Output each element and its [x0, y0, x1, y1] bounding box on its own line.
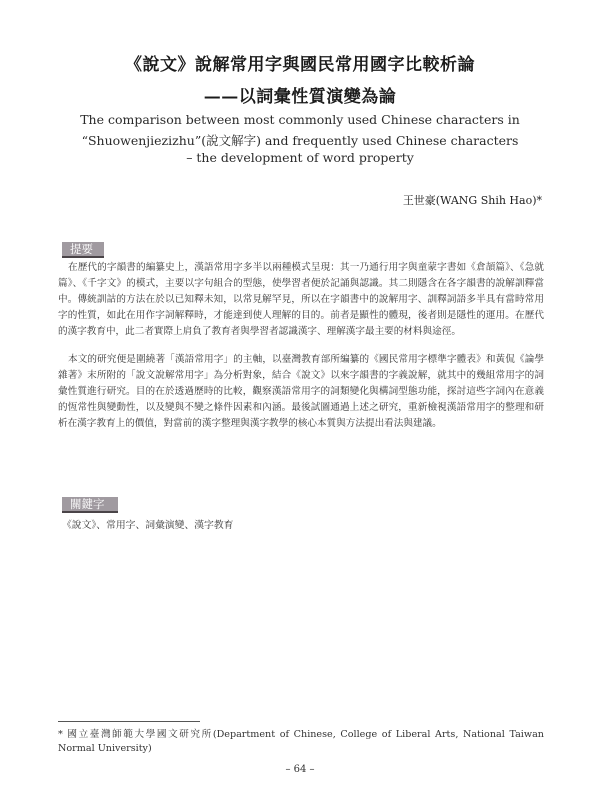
title-chinese-line2: ——以詞彙性質演變為論 [203, 87, 397, 107]
title-english-line2: “Shuowenjiezizhu”(說文解字) and frequently used Chinese characters [81, 133, 519, 148]
keywords-heading: 關鍵字 [62, 497, 118, 513]
keywords-list: 《說文》、常用字、詞彙演變、漢字教育 [62, 520, 234, 531]
author-name: 王世豪(WANG Shih Hao)* [402, 194, 542, 207]
title-chinese-line1: 《說文》說解常用字與國民常用國字比較析論 [125, 55, 475, 75]
abstract-heading: 提要 [62, 242, 104, 258]
footnote: * 國立臺灣師範大學國文研究所(Department of Chinese, College of Liberal Arts, National Taiwan Normal University) [58, 729, 544, 754]
abstract-paragraph-1: 在歷代的字韻書的編纂史上，漢語常用字多半以兩種模式呈現：其一乃通行用字與童蒙字書如《倉頡篇》、《急就篇》、《千字文》的模式，主要以字句組合的型態，使學習者便於記誦與認識。其二則隱含在各字韻書的說解訓釋當中。傳統訓詁的方法在於以已知釋未知，以常見解罕見，所以在字韻書中的說解用字、訓釋詞語多半具有當時常用字的性質，如此在用作字詞解釋時，才能達到使人理解的目的。前者是顯性的體現，後者則是隱性的運用。在歷代的漢字教育中，此二者實際上肩負了教育者與學習者認識漢字、理解漢字最主要的材料與途徑。 [58, 262, 544, 337]
page-number: – 64 – [285, 764, 315, 775]
footnote-divider [58, 721, 200, 722]
title-english-line1: The comparison between most commonly used Chinese characters in [80, 112, 520, 127]
title-english-line3: – the development of word property [186, 150, 414, 165]
abstract-paragraph-2: 本文的研究便是圍繞著「漢語常用字」的主軸，以臺灣教育部所編纂的《國民常用字標準字體表》和黃侃《論學雜著》末所附的「說文說解常用字」為分析對象，結合《說文》以來字韻書的字義說解，就其中的幾組常用字的詞彙性質進行研究。目的在於透過歷時的比較，觀察漢語常用字的詞類變化與構詞型態功能，探討這些字詞內在意義的恆常性與變動性，以及變與不變之條件因素和內涵。最後試圖通過上述之研究，重新檢視漢語常用字的整理和研析在漢字教育上的價值，對當前的漢字整理與漢字教學的核心本質與方法提出看法與建議。 [58, 354, 544, 429]
